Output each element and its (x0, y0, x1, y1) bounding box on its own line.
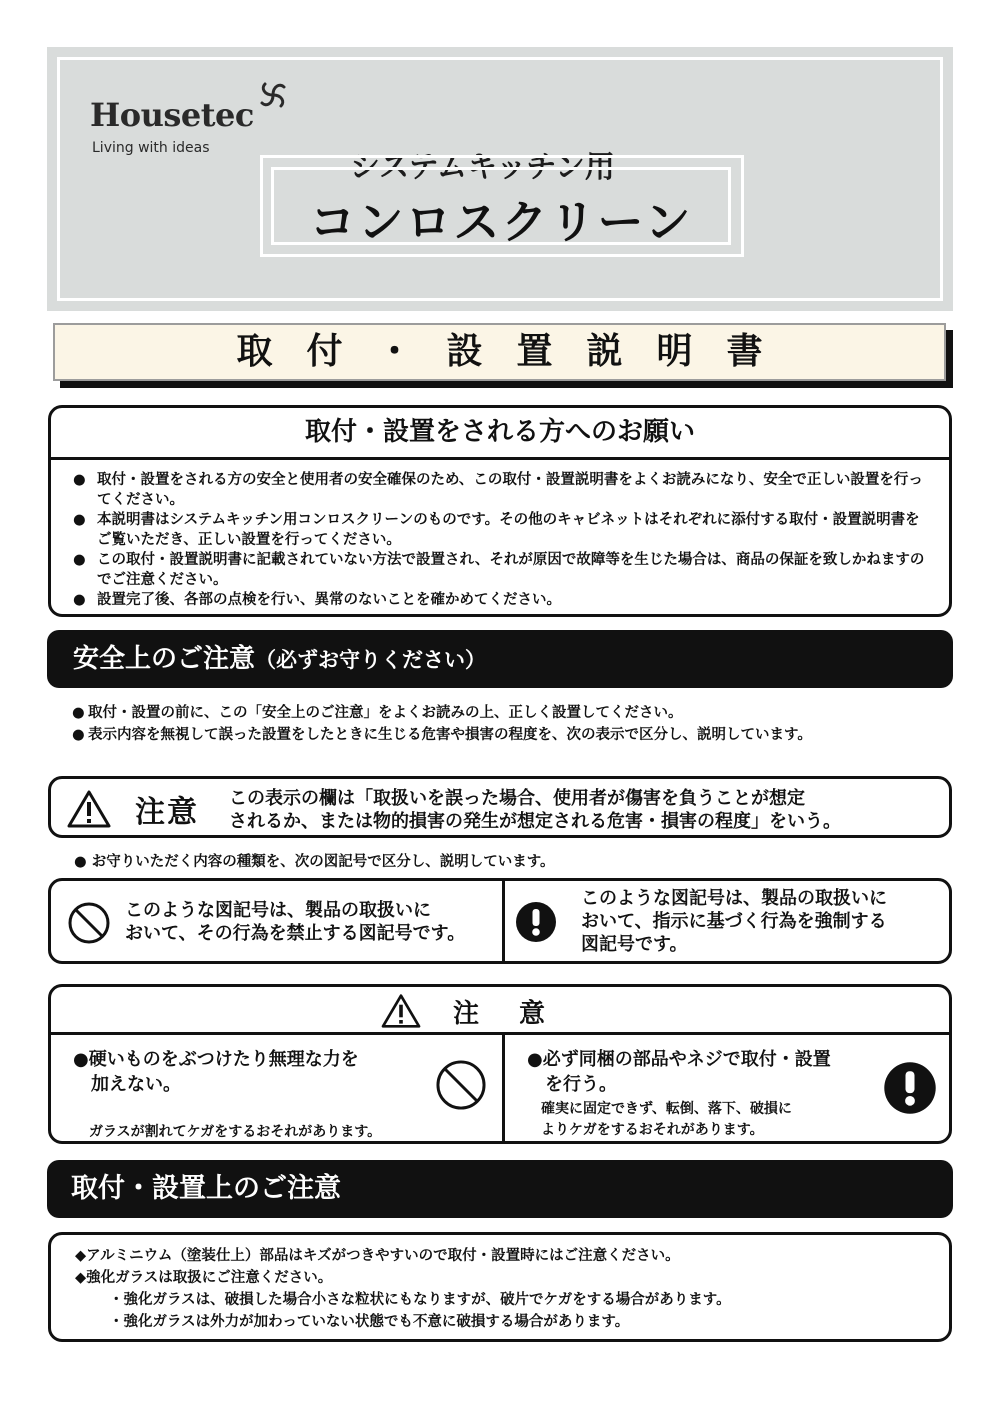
cover-header (47, 47, 953, 311)
safety-section-header (47, 630, 953, 688)
warning-text-line: 加えない。 (91, 1074, 181, 1095)
warning-note-line: よりケガをするおそれがあります。 (541, 1122, 764, 1138)
brand-tagline: Living with ideas (92, 140, 210, 156)
safety-heading: 安全上のご注意 (73, 644, 256, 674)
prohibition-icon (435, 1059, 487, 1111)
list-item: ◆強化ガラスは取扱にご注意ください。 (75, 1270, 333, 1286)
document-title-banner (53, 323, 946, 381)
warning-text-line: ●硬いものをぶつけたり無理な力を (73, 1049, 359, 1070)
brand-logo-text: Housetec (90, 96, 254, 134)
caution-description (229, 787, 841, 833)
caution-description-line: されるか、または物的損害の発生が想定される危害・損害の程度」をいう。 (229, 811, 841, 832)
warning-triangle-icon (381, 993, 421, 1029)
mandatory-action-icon (883, 1061, 937, 1115)
prohibition-description-line: このような図記号は、製品の取扱いに (125, 900, 431, 921)
installer-request-box (48, 405, 952, 617)
safety-heading-note: （必ずお守りください） (255, 648, 487, 672)
warning-no-impact-note: ガラスが割れてケガをするおそれがあります。 (89, 1124, 382, 1140)
caution-definition-box (48, 776, 952, 838)
safety-intro-list (72, 702, 932, 746)
mandatory-description-line: このような図記号は、製品の取扱いに (581, 888, 887, 909)
symbol-legend-box (48, 878, 952, 964)
product-title: コンロスクリーン (309, 195, 693, 249)
cover-header-frame (57, 57, 943, 301)
mandatory-description (581, 887, 887, 956)
list-item: ● 取付・設置をされる方の安全と使用者の安全確保のため、この取付・設置説明書をよくお読みになり、安全で正しい設置を行ってください。 (73, 470, 931, 510)
caution-label: 注意 (135, 795, 199, 830)
caution-warnings-box (48, 984, 952, 1144)
mandatory-action-icon (515, 901, 557, 943)
caution-warnings-heading: 注意 (453, 999, 586, 1029)
install-notes-heading: 取付・設置上のご注意 (71, 1173, 341, 1204)
installer-request-heading: 取付・設置をされる方へのお願い (51, 408, 949, 460)
prohibition-description-line: おいて、その行為を禁止する図記号です。 (125, 923, 466, 944)
list-item: ・強化ガラスは外力が加わっていない状態でも不意に破損する場合があります。 (109, 1314, 630, 1330)
list-item: ● 表示内容を無視して誤った設置をしたときに生じる危害や損害の程度を、次の表示で区分し、説明しています。 (72, 724, 932, 746)
list-item: ● 本説明書はシステムキッチン用コンロスクリーンのものです。その他のキャビネットはそれぞれに添付する取付・設置説明書をご覧いただき、正しい設置を行ってください。 (73, 510, 931, 550)
install-notes-list (51, 1235, 949, 1333)
divider (502, 881, 505, 961)
install-notes-box (48, 1232, 952, 1342)
warning-no-impact (73, 1047, 359, 1097)
mandatory-description-line: おいて、指示に基づく行為を強制する (581, 911, 887, 932)
mandatory-description-line: 図記号です。 (581, 934, 688, 955)
warning-use-included-parts-note (541, 1099, 792, 1141)
symbol-note-text: お守りいただく内容の種類を、次の図記号で区分し、説明しています。 (91, 854, 555, 870)
list-item: ◆アルミニウム（塗装仕上）部品はキズがつきやすいので取付・設置時にはご注意ください。 (75, 1248, 680, 1264)
prohibition-icon (67, 901, 111, 945)
product-title-frame (260, 155, 744, 257)
symbol-note: ● お守りいただく内容の種類を、次の図記号で区分し、説明しています。 (74, 854, 555, 870)
prohibition-description (125, 899, 465, 945)
warning-note-line: 確実に固定できず、転倒、落下、破損に (541, 1101, 792, 1117)
list-item: ● この取付・設置説明書に記載されていない方法で設置され、それが原因で故障等を生じた場合は、商品の保証を致しかねますのでご注意ください。 (73, 550, 931, 590)
warning-text-line: を行う。 (545, 1074, 617, 1095)
divider (502, 1035, 505, 1144)
install-notes-section-header (47, 1160, 953, 1218)
warning-triangle-icon (67, 789, 111, 829)
list-item: ● 取付・設置の前に、この「安全上のご注意」をよくお読みの上、正しく設置してください。 (72, 702, 932, 724)
list-item: ・強化ガラスは、破損した場合小さな粒状にもなりますが、破片でケガをする場合があります。 (109, 1292, 731, 1308)
warning-text-line: ●必ず同梱の部品やネジで取付・設置 (527, 1049, 831, 1070)
brand-swirl-icon (256, 78, 290, 112)
installer-request-list (51, 460, 949, 610)
document-title: 取付・設置説明書 (236, 331, 797, 372)
warning-use-included-parts (527, 1047, 831, 1097)
caution-description-line: この表示の欄は「取扱いを誤った場合、使用者が傷害を負うことが想定 (229, 788, 805, 809)
product-subtitle: システムキッチン用 (350, 150, 615, 185)
caution-warnings-header (51, 987, 949, 1035)
list-item: ● 設置完了後、各部の点検を行い、異常のないことを確かめてください。 (73, 590, 931, 610)
